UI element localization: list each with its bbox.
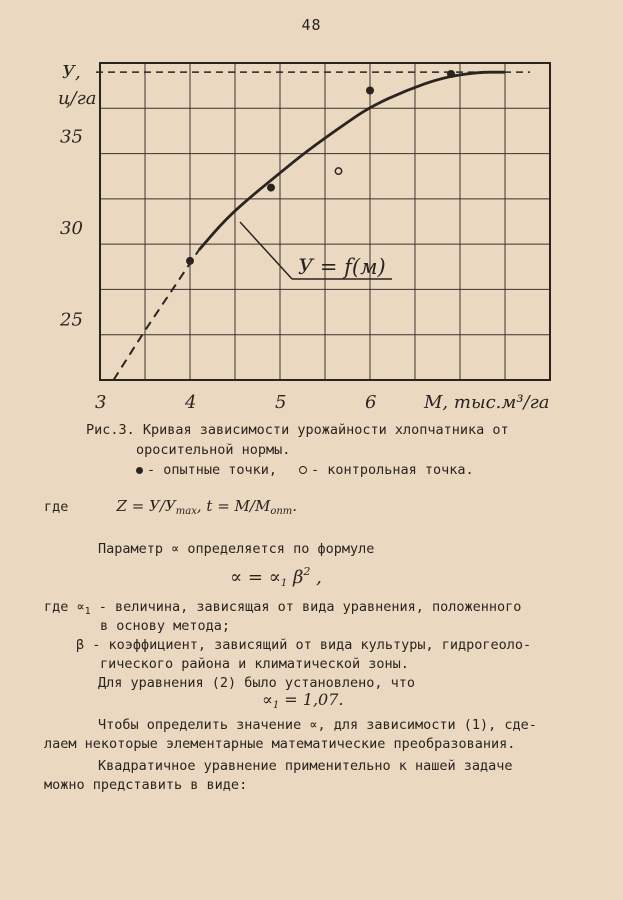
legend-open-text: - контрольная точка.: [311, 462, 474, 478]
definition-alpha1: где $\propto_1$ - величина, зависящая от вида уравнения, положенного: [44, 599, 522, 617]
paragraph1-line1: Чтобы определить значение ∝, для зависимости (1), сде-: [98, 717, 537, 733]
definition-beta-cont: гического района и климатической зоны.: [100, 656, 409, 672]
param-line: Параметр ∝ определяется по формуле: [98, 541, 375, 557]
curve-dashed-segment: [114, 250, 200, 380]
legend: [86, 460, 566, 480]
yield-curve-chart: [0, 0, 623, 420]
experimental-point: [447, 70, 455, 78]
y-tick-label: 25: [60, 309, 83, 331]
experimental-point: [366, 86, 374, 94]
y-tick-label: 30: [60, 217, 83, 239]
filled-dot-icon: [136, 467, 143, 474]
definition-beta: β - коэффициент, зависящий от вида культуры, гидрогеоло-: [76, 637, 532, 653]
x-tick-label: 6: [365, 392, 377, 413]
definition-alpha1-cont: в основу метода;: [100, 618, 231, 634]
equation-note: Для уравнения (2) было установлено, что: [98, 675, 415, 691]
formula-z-label: где: [44, 499, 69, 515]
experimental-point: [186, 257, 194, 265]
formula-z-line: [44, 497, 589, 521]
legend-filled-text: - опытные точки,: [147, 462, 278, 478]
x-tick-label: 3: [95, 392, 107, 413]
experimental-point: [267, 184, 275, 192]
curve-solid-segment: [199, 72, 505, 250]
alpha1-value: $\propto_1 = 1,07$.: [262, 690, 344, 711]
paragraph2-line2: можно представить в виде:: [44, 777, 248, 793]
control-point: [335, 168, 341, 174]
caption-line-1: Рис.3. Кривая зависимости урожайности хлопчатника от: [86, 422, 509, 438]
x-tick-label: 5: [275, 392, 287, 413]
curve-label-leader: [240, 222, 292, 279]
y-tick-label: 35: [60, 126, 83, 148]
x-axis-label: М, тыс.м³/га: [424, 392, 550, 413]
caption-line-2: оросительной нормы.: [136, 442, 291, 458]
paragraph2-line1: Квадратичное уравнение применительно к нашей задаче: [98, 758, 513, 774]
open-dot-icon: [299, 466, 307, 474]
figure-caption: [86, 420, 566, 480]
x-tick-label: 4: [185, 392, 197, 413]
y-axis-label: У,: [62, 62, 81, 83]
page-number: 48: [301, 16, 322, 34]
formula-z: $Z = У/У_{max}$, $t = M/M_{опт}$.: [116, 497, 298, 517]
formula-alpha: ∝ = $\propto_1$ $\beta^2$ ,: [230, 565, 322, 589]
y-axis-unit-label: ц/га: [58, 88, 97, 109]
curve-label: У = f(м): [298, 255, 386, 279]
paragraph1-line2: лаем некоторые элементарные математические преобразования.: [44, 736, 516, 752]
